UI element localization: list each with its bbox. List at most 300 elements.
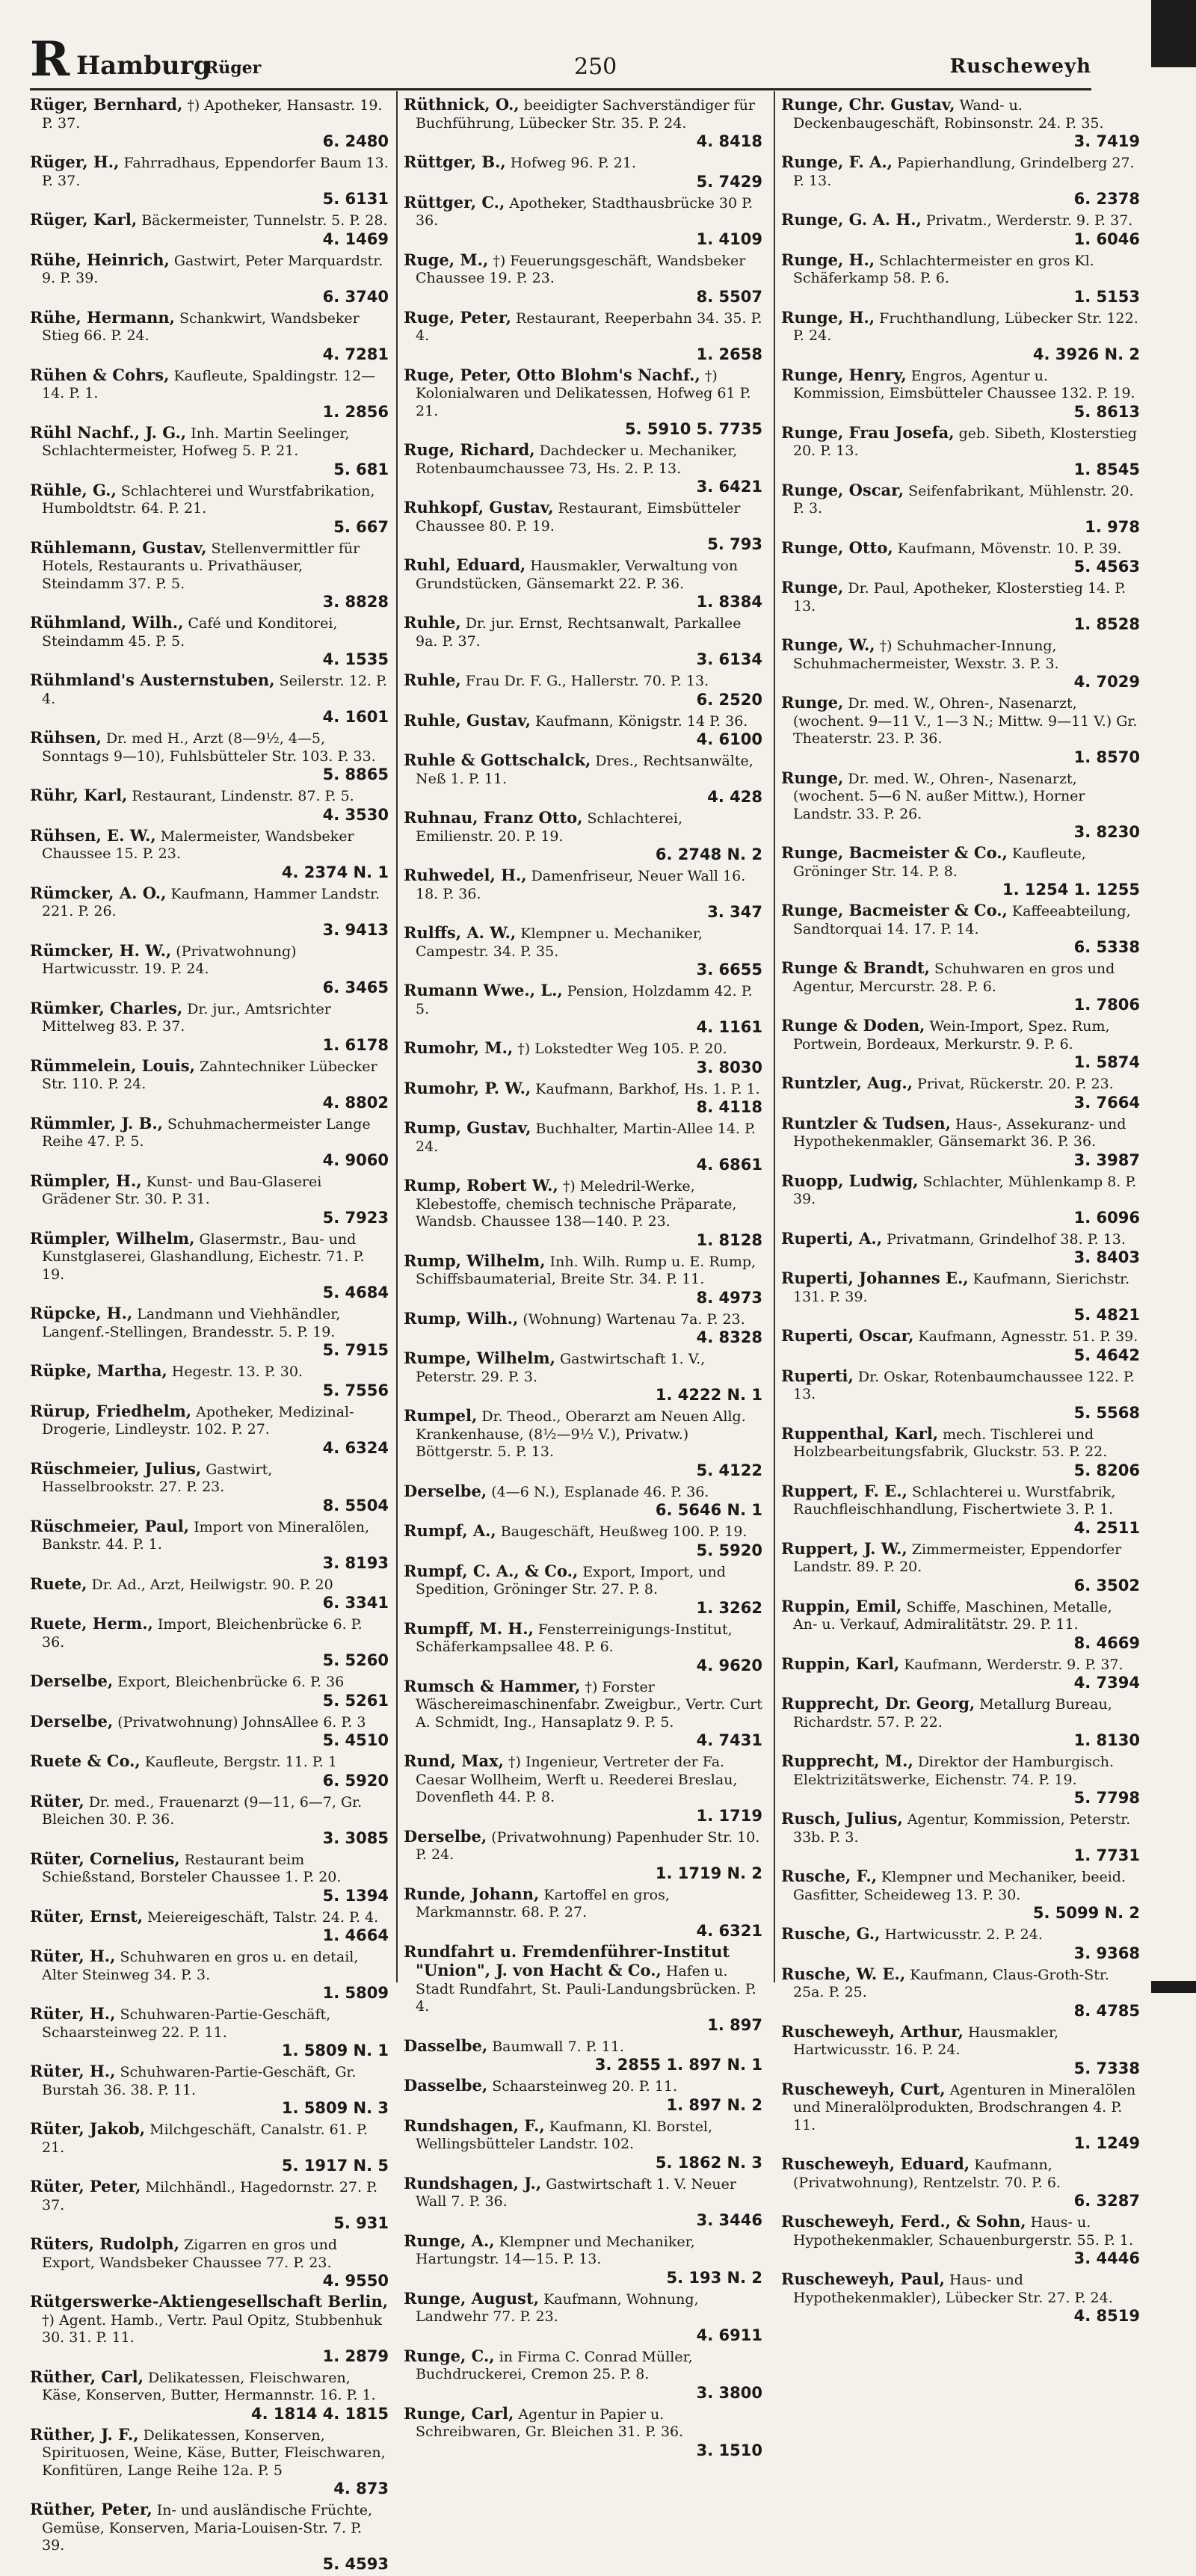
entry-phone: 5. 7915 [322, 1341, 389, 1359]
directory-entry [404, 2232, 762, 2287]
directory-entry [781, 251, 1140, 306]
entry-phone: 5. 7556 [322, 1381, 389, 1399]
entry-name: Rüter, Peter, [30, 2177, 141, 2196]
entry-name: Runge, H., [781, 250, 875, 269]
directory-entry [404, 1407, 762, 1479]
entry-phone: 1. 5874 [1073, 1053, 1140, 1071]
entry-phone: 3. 8230 [1073, 823, 1140, 841]
directory-entry [781, 1867, 1140, 1922]
entry-name: Runge, [781, 768, 844, 787]
directory-entry [404, 2117, 762, 2172]
directory-entry [404, 1349, 762, 1404]
entry-phone: 4. 6321 [696, 1921, 762, 1940]
directory-entry [404, 251, 762, 306]
entry-name: Ruge, M., [404, 250, 489, 269]
directory-entry [30, 1908, 389, 1945]
entry-name: Rüter, Jakob, [30, 2119, 146, 2138]
directory-entry [781, 309, 1140, 363]
entry-details: Kaufmann, Hammer Landstr. 221. P. 26. [42, 885, 380, 919]
entry-name: Rühsen, [30, 728, 102, 747]
directory-entry [781, 902, 1140, 956]
directory-entry [781, 1230, 1140, 1267]
entry-name: Rümcker, A. O., [30, 883, 167, 902]
entry-phone: 1. 6178 [322, 1035, 389, 1054]
directory-entry [404, 2175, 762, 2229]
directory-entry [781, 1810, 1140, 1864]
entry-name: Rüter, Cornelius, [30, 1849, 180, 1868]
entry-phone: 6. 2520 [696, 690, 762, 709]
entry-name: Runge & Brandt, [781, 958, 930, 977]
entry-phone: 3. 7419 [1073, 132, 1140, 150]
entry-details: Gastwirt, Hasselbrookstr. 27. P. 23. [42, 1461, 273, 1495]
entry-name: Rühe, Hermann, [30, 307, 175, 327]
entry-phone: 5. 681 [333, 460, 389, 478]
header-rule [30, 88, 1091, 90]
directory-entry [404, 1119, 762, 1174]
entry-details: Direktor der Hamburgisch. Elektrizitätswerke, Eichenstr. 74. P. 19. [793, 1754, 1114, 1788]
entry-phone: 4. 7281 [322, 345, 389, 363]
entry-phone: 4. 6324 [322, 1438, 389, 1457]
entry-details: Restaurant, Eimsbütteler Chaussee 80. P. 19. [416, 500, 741, 534]
entry-name: Ruge, Richard, [404, 440, 535, 459]
entry-phone: 3. 8193 [322, 1553, 389, 1572]
entry-phone: 1. 6046 [1073, 229, 1140, 248]
entry-name: Rumohr, M., [404, 1038, 514, 1057]
entry-details: Export, Bleichenbrücke 6. P. 36 [117, 1674, 345, 1690]
entry-phone: 3. 6421 [696, 478, 762, 496]
entry-details: Pension, Holzdamm 42. P. 5. [416, 983, 753, 1017]
entry-details: Schankwirt, Wandsbeker Stieg 66. P. 24. [42, 309, 360, 344]
entry-details: †) Agent. Hamb., Vertr. Paul Opitz, Stubbenhuk 30. 31. P. 11. [42, 2311, 383, 2346]
directory-entry [404, 866, 762, 921]
entry-details: Schuhwaren en gros u. en detail, Alter Steinweg 34. P. 3. [42, 1949, 359, 1983]
entry-details: Kaufmann, Sierichstr. 131. P. 39. [793, 1271, 1130, 1305]
entry-details: Dr. jur. Ernst, Rechtsanwalt, Parkallee 9a. P. 37. [416, 615, 742, 650]
entry-phone: 3. 3800 [696, 2383, 762, 2402]
entry-phone: 4. 6911 [696, 2326, 762, 2344]
directory-entry [30, 1713, 389, 1750]
directory-entry [404, 1522, 762, 1559]
entry-details: Schiffe, Maschinen, Metalle, An- u. Verkauf, Admiralitätstr. 29. P. 11. [793, 1598, 1112, 1633]
entry-details: Delikatessen, Konserven, Spirituosen, Weine, Käse, Butter, Fleischwaren, Konfitüren, Lange Reihe 12a. P. 5 [42, 2426, 386, 2479]
entry-details: (Privatwohnung) JohnsAllee 6. P. 3 [117, 1713, 366, 1731]
directory-column-3 [781, 96, 1140, 2328]
entry-name: Derselbe, [404, 1826, 487, 1846]
entry-name: Ruperti, Johannes E., [781, 1269, 969, 1287]
entry-details: Hartwicusstr. 2. P. 24. [884, 1926, 1043, 1943]
directory-entry [781, 424, 1140, 478]
directory-entry [30, 1057, 389, 1112]
entry-phone: 1. 5809 N. 1 [281, 2042, 389, 2059]
directory-entry [404, 1079, 762, 1117]
entry-details: Restaurant, Lindenstr. 87. P. 5. [132, 788, 354, 804]
entry-details: †) Ingenieur, Vertreter der Fa. Caesar Wollheim, Werft u. Reederei Breslau, Dovenfleth 44. P. 8. [416, 1754, 738, 1805]
entry-details: Kaufmann, Barkhof, Hs. 1. P. 1. [535, 1080, 760, 1097]
entry-details: Baugeschäft, Heußweg 100. P. 19. [500, 1523, 748, 1540]
directory-entry [30, 786, 389, 824]
entry-phone: 4. 6100 [696, 730, 762, 748]
entry-details: Kartoffel en gros, Markmannstr. 68. P. 27. [416, 1886, 670, 1920]
entry-phone: 1. 8128 [696, 1230, 762, 1249]
directory-entry [30, 539, 389, 611]
entry-name: Rumpe, Wilhelm, [404, 1349, 555, 1367]
entry-phone: 1. 5809 [322, 1984, 389, 2002]
entry-details: Kaufleute, Gröninger Str. 14. P. 8. [793, 845, 1086, 880]
directory-entry [30, 729, 389, 783]
entry-name: Ruscheweyh, Eduard, [781, 2154, 970, 2173]
entry-details: Dr. Paul, Apotheker, Klosterstieg 14. P. 13. [793, 580, 1126, 614]
entry-name: Runge, August, [404, 2288, 540, 2308]
entry-details: Fahrradhaus, Eppendorfer Baum 13. P. 37. [42, 155, 389, 189]
entry-name: Rupprecht, Dr. Georg, [781, 1694, 975, 1713]
directory-entry [30, 2235, 389, 2290]
entry-name: Ruete & Co., [30, 1751, 141, 1770]
entry-phone: 4. 2374 N. 1 [281, 863, 389, 881]
adjacent-page-strip [1151, 67, 1196, 1981]
last-entry-word: Ruscheweyh [949, 55, 1091, 78]
entry-phone: 5. 8206 [1073, 1461, 1140, 1479]
entry-phone: 1. 8528 [1073, 615, 1140, 633]
entry-name: Rüttger, C., [404, 192, 505, 212]
entry-name: Runge, [781, 578, 844, 597]
entry-name: Rümpler, Wilhelm, [30, 1228, 195, 1248]
entry-phone: 3. 9368 [1073, 1944, 1140, 1962]
directory-entry [404, 1943, 762, 2034]
entry-name: Rühsen, E. W., [30, 825, 156, 845]
entry-name: Ruppert, F. E., [781, 1481, 907, 1500]
directory-entry [781, 1172, 1140, 1227]
entry-details: Zimmermeister, Eppendorfer Landstr. 89. P. 20. [793, 1541, 1122, 1575]
entry-details: Apotheker, Stadthausbrücke 30 P. 36. [416, 194, 753, 229]
entry-phone: 5. 7923 [322, 1208, 389, 1227]
entry-details: Glasermstr., Bau- und Kunstglaserei, Glashandlung, Eichestr. 71. P. 19. [42, 1230, 365, 1283]
entry-name: Ruppert, J. W., [781, 1538, 907, 1558]
entry-details: Hofweg 96. P. 21. [510, 155, 636, 171]
entry-name: Ruscheweyh, Arthur, [781, 2021, 964, 2041]
directory-entry [781, 1752, 1140, 1807]
entry-name: Rulffs, A. W., [404, 923, 517, 942]
directory-entry [404, 1885, 762, 1940]
entry-phone: 1. 3262 [696, 1598, 762, 1617]
entry-details: Engros, Agentur u. Kommission, Eimsbütteler Chaussee 132. P. 19. [793, 367, 1135, 401]
entry-phone: 1. 978 [1085, 517, 1140, 536]
directory-entry [404, 2405, 762, 2459]
entry-name: Rühl Nachf., J. G., [30, 422, 187, 442]
directory-entry [404, 712, 762, 749]
entry-phone: 5. 793 [707, 535, 762, 553]
entry-phone: 1. 8384 [696, 593, 762, 611]
entry-phone: 1. 1719 N. 2 [655, 1864, 762, 1882]
directory-entry [781, 1269, 1140, 1324]
entry-phone: 8. 4118 [696, 1098, 762, 1116]
entry-name: Rüter, H., [30, 2062, 116, 2080]
entry-phone: 4. 1814 4. 1815 [250, 2404, 389, 2423]
entry-phone: 5. 7338 [1073, 2059, 1140, 2077]
entry-details: mech. Tischlerei und Holzbearbeitungsfabrik, Gluckstr. 53. P. 22. [793, 1426, 1108, 1460]
entry-name: Rumsch & Hammer, [404, 1676, 581, 1695]
entry-phone: 5. 8865 [322, 765, 389, 783]
entry-phone: 5. 5260 [322, 1651, 389, 1669]
directory-entry [30, 671, 389, 726]
entry-phone: 6. 2480 [322, 132, 389, 150]
directory-entry [781, 694, 1140, 766]
entry-phone: 1. 1249 [1073, 2134, 1140, 2152]
entry-name: Ruhl, Eduard, [404, 555, 526, 574]
entry-details: Stellenvermittler für Hotels, Restaurants u. Privathäuser, Steindamm 37. P. 5. [42, 540, 360, 592]
entry-name: Runtzler, Aug., [781, 1073, 913, 1092]
directory-entry [404, 194, 762, 248]
entry-details: †) Forster Wäschereimaschinenfabr. Zweigbur., Vertr. Curt A. Schmidt, Ing., Hansaplatz 9. P. 5. [416, 1678, 762, 1731]
entry-name: Ruhnau, Franz Otto, [404, 808, 583, 827]
entry-details: (4—6 N.), Esplanade 46. P. 36. [491, 1483, 709, 1500]
entry-phone: 1. 4664 [322, 1926, 389, 1944]
directory-entry [30, 2293, 389, 2365]
entry-phone: 4. 9060 [322, 1150, 389, 1169]
directory-entry [781, 2080, 1140, 2153]
entry-details: Klempner und Mechaniker, Hartungstr. 14—15. P. 13. [416, 2233, 695, 2267]
entry-details: Kaufmann, Wohnung, Landwehr 77. P. 23. [416, 2290, 699, 2325]
entry-name: Rumpff, M. H., [404, 1618, 534, 1638]
entry-name: Rupprecht, M., [781, 1751, 913, 1770]
entry-name: Ruppin, Emil, [781, 1596, 902, 1615]
entry-details: Schlachterei u. Wurstfabrik, Rauchfleischhandlung, Fischertwiete 3. P. 1. [793, 1483, 1116, 1517]
entry-details: Hausmakler, Hartwicusstr. 16. P. 24. [793, 2024, 1059, 2058]
directory-entry [30, 1517, 389, 1572]
directory-entry [30, 2062, 389, 2117]
entry-phone: 4. 873 [333, 2480, 389, 2498]
entry-details: Schuhwaren-Partie-Geschäft, Schaarsteinweg 22. P. 11. [42, 2006, 331, 2041]
directory-entry [30, 1115, 389, 1169]
entry-name: Rüschmeier, Julius, [30, 1458, 202, 1478]
entry-details: †) Schuhmacher-Innung, Schuhmachermeister, Wexstr. 3. P. 3. [793, 638, 1059, 672]
entry-details: Dr. med. W., Ohren-, Nasenarzt, (wochent. 5—6 N. außer Mittw.), Horner Landstr. 33. P. 26. [793, 770, 1085, 822]
entry-name: Ruperti, Oscar, [781, 1326, 914, 1345]
entry-phone: 5. 5910 5. 7735 [624, 420, 762, 438]
entry-phone: 4. 1535 [322, 650, 389, 668]
entry-phone: 5. 4821 [1073, 1306, 1140, 1324]
entry-name: Runge, Oscar, [781, 480, 904, 499]
entry-name: Rundshagen, F., [404, 2116, 545, 2135]
entry-phone: 6. 5338 [1073, 938, 1140, 956]
entry-phone: 5. 7429 [696, 172, 762, 191]
entry-phone: 4. 7394 [1073, 1674, 1140, 1692]
entry-details: Klempner u. Mechaniker, Campestr. 34. P. 35. [416, 925, 703, 960]
entry-phone: 4. 6861 [696, 1156, 762, 1174]
directory-entry [404, 1252, 762, 1307]
directory-entry [30, 1460, 389, 1515]
entry-name: Dasselbe, [404, 2036, 488, 2055]
entry-phone: 4. 3926 N. 2 [1032, 345, 1140, 363]
entry-details: Dr. Theod., Oberarzt am Neuen Allg. Krankenhause, (8½—9½ V.), Privatw.) Böttgerstr. 5. P. 13. [416, 1408, 746, 1460]
entry-details: Schlachterei und Wurstfabrikation, Humboldtstr. 64. P. 21. [42, 482, 375, 517]
entry-phone: 5. 5261 [322, 1691, 389, 1710]
entry-name: Ruppenthal, Karl, [781, 1423, 939, 1443]
entry-phone: 4. 1161 [696, 1018, 762, 1036]
entry-name: Runge, Bacmeister & Co., [781, 843, 1008, 862]
directory-entry [404, 366, 762, 439]
directory-entry [781, 1965, 1140, 2020]
directory-entry [781, 769, 1140, 842]
directory-entry [30, 366, 389, 421]
entry-phone: 1. 5809 N. 3 [281, 2099, 389, 2117]
directory-entry [781, 1482, 1140, 1537]
entry-phone: 3. 3446 [696, 2210, 762, 2229]
entry-name: Runge, Frau Josefa, [781, 422, 955, 442]
entry-phone: 1. 897 N. 2 [666, 2095, 762, 2114]
directory-entry [30, 1850, 389, 1905]
directory-entry [404, 309, 762, 363]
directory-entry [30, 2368, 389, 2423]
entry-details: Papierhandlung, Grindelberg 27. P. 13. [793, 155, 1135, 189]
entry-details: Export, Import, und Spedition, Gröninger Str. 27. P. 8. [416, 1563, 726, 1597]
entry-phone: 1. 8130 [1073, 1731, 1140, 1749]
entry-name: Ruhle, [404, 613, 461, 632]
entry-name: Rühmland, Wilh., [30, 613, 184, 632]
directory-entry [30, 424, 389, 478]
directory-entry [404, 2347, 762, 2402]
directory-entry [404, 1039, 762, 1076]
entry-name: Ruperti, [781, 1366, 854, 1385]
entry-name: Ruscheweyh, Ferd., & Sohn, [781, 2212, 1026, 2231]
entry-details: Schuhwaren en gros und Agentur, Mercurstr. 28. P. 6. [793, 961, 1115, 995]
entry-phone: 5. 1394 [322, 1886, 389, 1905]
directory-entry [30, 942, 389, 996]
directory-entry [30, 1672, 389, 1710]
entry-details: (Privatwohnung) Papenhuder Str. 10. P. 24. [416, 1828, 760, 1863]
entry-name: Ruge, Peter, Otto Blohm's Nachf., [404, 365, 700, 384]
entry-phone: 4. 8418 [696, 132, 762, 150]
directory-entry [30, 2500, 389, 2573]
page-number: 250 [574, 54, 617, 80]
entry-details: Haus-, Assekuranz- und Hypothekenmakler, Gänsemarkt 36. P. 36. [793, 1115, 1126, 1150]
entry-name: Runge, Otto, [781, 537, 893, 557]
directory-entry [404, 751, 762, 806]
entry-phone: 6. 2748 N. 2 [655, 845, 762, 863]
entry-details: (Wohnung) Wartenau 7a. P. 23. [523, 1310, 745, 1328]
entry-details: Schlachtermeister en gros Kl. Schäferkamp 58. P. 6. [793, 252, 1094, 286]
entry-details: Buchhalter, Martin-Allee 14. P. 24. [416, 1121, 756, 1155]
entry-phone: 4. 428 [707, 788, 762, 806]
entry-phone: 4. 2511 [1073, 1518, 1140, 1537]
entry-phone: 1. 4109 [696, 229, 762, 248]
entry-details: †) Lokstedter Weg 105. P. 20. [517, 1041, 727, 1057]
directory-entry [404, 1482, 762, 1520]
entry-name: Derselbe, [30, 1671, 114, 1690]
directory-entry [781, 481, 1140, 536]
entry-name: Ruhle & Gottschalck, [404, 751, 591, 769]
entry-name: Rümpler, H., [30, 1171, 142, 1190]
directory-entry [404, 2037, 762, 2074]
entry-phone: 5. 4642 [1073, 1346, 1140, 1364]
entry-phone: 8. 4669 [1073, 1633, 1140, 1652]
entry-phone: 3. 7664 [1073, 1093, 1140, 1112]
entry-phone: 3. 6655 [696, 961, 762, 979]
directory-entry [30, 614, 389, 668]
entry-details: Baumwall 7. P. 11. [492, 2038, 624, 2055]
entry-phone: 3. 3987 [1073, 1150, 1140, 1169]
entry-phone: 6. 2378 [1073, 190, 1140, 208]
entry-phone: 4. 1469 [322, 229, 389, 248]
directory-entry [30, 1172, 389, 1227]
entry-details: Kunst- und Bau-Glaserei Grädener Str. 30. P. 31. [42, 1173, 322, 1207]
entry-name: Rüter, H., [30, 1947, 116, 1965]
entry-phone: 1. 7731 [1073, 1846, 1140, 1864]
entry-phone: 1. 2879 [322, 2347, 389, 2365]
entry-phone: 1. 8545 [1073, 460, 1140, 478]
directory-entry [781, 211, 1140, 248]
directory-entry [404, 499, 762, 553]
entry-phone: 3. 347 [707, 903, 762, 921]
directory-column-2 [404, 96, 762, 2462]
directory-entry [30, 999, 389, 1054]
directory-entry [781, 1074, 1140, 1112]
entry-name: Rürup, Friedhelm, [30, 1401, 192, 1420]
entry-phone: 8. 5504 [322, 1496, 389, 1515]
directory-entry [404, 441, 762, 496]
entry-name: Rühmland's Austernstuben, [30, 671, 275, 689]
directory-entry [781, 1540, 1140, 1594]
entry-phone: 6. 3502 [1073, 1576, 1140, 1594]
entry-name: Rüthnick, O., [404, 95, 520, 114]
entry-phone: 5. 5099 N. 2 [1032, 1904, 1140, 1922]
entry-name: Runge, Bacmeister & Co., [781, 901, 1008, 919]
entry-details: Gastwirt, Peter Marquardstr. 9. P. 39. [42, 252, 383, 286]
entry-details: Milchgeschäft, Canalstr. 61. P. 21. [42, 2121, 368, 2156]
entry-phone: 6. 5920 [322, 1771, 389, 1790]
entry-name: Rüger, Bernhard, [30, 95, 183, 114]
entry-details: Dachdecker u. Mechaniker, Rotenbaumchaussee 73, Hs. 2. P. 13. [416, 443, 738, 477]
entry-name: Runge, F. A., [781, 152, 893, 171]
entry-name: Rümker, Charles, [30, 998, 183, 1017]
entry-details: Haus- und Hypothekenmakler), Lübecker Str. 27. P. 24. [793, 2272, 1113, 2306]
entry-phone: 3. 8828 [322, 593, 389, 611]
entry-details: Dr. jur., Amtsrichter Mittelweg 83. P. 37. [42, 1000, 331, 1035]
entry-phone: 3. 3085 [322, 1828, 389, 1847]
page-header [30, 31, 1091, 88]
entry-name: Ruhwedel, H., [404, 866, 527, 884]
entry-details: Gastwirtschaft 1. V. Neuer Wall 7. P. 36. [416, 2175, 736, 2210]
entry-details: Landmann und Viehhändler, Langenf.-Stellingen, Brandesstr. 5. P. 19. [42, 1306, 341, 1340]
entry-details: Fruchthandlung, Lübecker Str. 122. P. 24. [793, 309, 1138, 344]
entry-details: Dr. med., Frauenarzt (9—11, 6—7, Gr. Bleichen 30. P. 36. [42, 1793, 363, 1828]
directory-entry [30, 153, 389, 208]
entry-details: Schlachterei, Emilienstr. 20. P. 19. [416, 810, 683, 845]
entry-name: Rühr, Karl, [30, 786, 128, 804]
entry-details: Restaurant, Reeperbahn 34. 35. P. 4. [416, 309, 762, 344]
entry-name: Rümmelein, Louis, [30, 1056, 195, 1075]
entry-details: Agentur, Kommission, Peterstr. 33b. P. 3. [793, 1811, 1131, 1846]
entry-details: Schuhwaren-Partie-Geschäft, Gr. Burstah 36. 38. P. 11. [42, 2064, 357, 2098]
directory-entry [781, 539, 1140, 576]
entry-phone: 1. 2658 [696, 345, 762, 363]
entry-details: Import, Bleichenbrücke 6. P. 36. [42, 1616, 363, 1651]
entry-phone: 5. 7798 [1073, 1789, 1140, 1807]
entry-name: Ruperti, A., [781, 1228, 883, 1248]
entry-name: Rüters, Rudolph, [30, 2234, 179, 2253]
entry-phone: 1. 897 [707, 2015, 762, 2034]
directory-entry [781, 2155, 1140, 2210]
entry-details: Schlachter, Mühlenkamp 8. P. 39. [793, 1173, 1137, 1207]
directory-entry [404, 1310, 762, 1347]
entry-phone: 5. 5568 [1073, 1403, 1140, 1422]
entry-name: Rühen & Cohrs, [30, 365, 170, 384]
entry-details: †) Meledril-Werke, Klebestoffe, chemisch technische Präparate, Wandsb. Chaussee 138—140. P. 23. [416, 1178, 737, 1230]
entry-details: Haus- u. Hypothekenmakler, Schauenburgerstr. 55. P. 1. [793, 2214, 1134, 2249]
entry-name: Rüger, H., [30, 152, 120, 171]
directory-entry [30, 1793, 389, 1847]
entry-name: Runge, W., [781, 635, 875, 654]
entry-details: Kaufmann, Königstr. 14 P. 36. [535, 712, 748, 730]
